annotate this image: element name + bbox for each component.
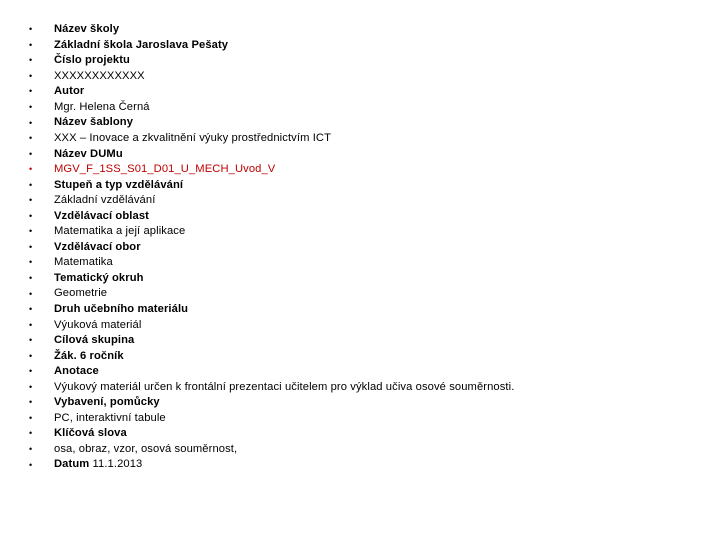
field-label: Název DUMu xyxy=(54,147,123,160)
list-item xyxy=(26,146,514,162)
bullet-icon: • xyxy=(29,86,33,97)
list-item xyxy=(26,395,514,411)
bullet-icon: • xyxy=(29,319,33,330)
bullet-icon: • xyxy=(29,102,33,112)
list-item xyxy=(26,22,514,38)
field-label: Název školy xyxy=(54,23,120,36)
field-label: Anotace xyxy=(54,365,99,378)
list-item xyxy=(26,131,514,147)
list-item xyxy=(26,115,514,131)
field-label: Cílová skupina xyxy=(54,334,135,347)
list-item xyxy=(26,53,514,69)
field-value: XXXXXXXXXXXX xyxy=(54,69,145,82)
list-item xyxy=(26,100,514,116)
bullet-icon: • xyxy=(29,350,33,361)
list-item xyxy=(26,380,514,396)
list-item xyxy=(26,333,514,349)
field-value: Matematika xyxy=(54,256,113,269)
field-label: Tematický okruh xyxy=(54,271,144,284)
date-line xyxy=(54,459,142,470)
list-item xyxy=(26,411,514,427)
field-label: Vzdělávací oblast xyxy=(54,209,149,222)
bullet-icon: • xyxy=(29,39,33,50)
field-value: osa, obraz, vzor, osová souměrnost, xyxy=(54,442,238,455)
list-item xyxy=(26,162,514,178)
bullet-icon: • xyxy=(29,148,33,159)
bullet-icon: • xyxy=(29,241,33,252)
date-value: 11.1.2013 xyxy=(92,458,143,471)
list-item xyxy=(26,69,514,85)
list-item xyxy=(26,209,514,225)
list-item xyxy=(26,302,514,318)
list-item xyxy=(26,224,514,240)
bullet-icon: • xyxy=(29,133,33,144)
field-value: Matematika a její aplikace xyxy=(54,225,186,238)
bullet-icon: • xyxy=(29,366,33,377)
list-item xyxy=(26,426,514,442)
bullet-icon: • xyxy=(29,444,33,455)
field-label: Číslo projektu xyxy=(54,54,130,67)
field-value: Výuková materiál xyxy=(54,318,142,331)
bullet-icon: • xyxy=(29,226,33,237)
bullet-icon: • xyxy=(29,273,33,284)
bullet-icon: • xyxy=(29,55,33,66)
field-value: Mgr. Helena Černá xyxy=(54,100,150,113)
list-item xyxy=(26,286,514,302)
bullet-icon: • xyxy=(29,412,33,423)
bullet-icon: • xyxy=(29,459,33,470)
bullet-icon: • xyxy=(29,179,33,190)
field-label: Název šablony xyxy=(54,116,134,129)
field-label: Základní škola Jaroslava Pešaty xyxy=(54,38,229,51)
bullet-icon: • xyxy=(29,210,33,221)
list-item xyxy=(26,271,514,287)
bullet-icon: • xyxy=(29,164,33,175)
field-label: Klíčová slova xyxy=(54,427,127,440)
field-value: Základní vzdělávání xyxy=(54,194,156,207)
bullet-icon: • xyxy=(29,428,33,439)
list-item xyxy=(26,348,514,364)
list-item xyxy=(26,240,514,256)
list-item xyxy=(26,457,514,473)
field-label: Vzdělávací obor xyxy=(54,240,141,253)
list-item xyxy=(26,317,514,333)
bullet-icon: • xyxy=(29,288,33,299)
field-value: MGV_F_1SS_S01_D01_U_MECH_Uvod_V xyxy=(54,163,276,176)
field-label: Vybavení, pomůcky xyxy=(54,396,160,409)
field-label: Autor xyxy=(54,85,85,98)
bullet-icon: • xyxy=(29,117,33,128)
bullet-icon: • xyxy=(29,381,33,392)
field-value: PC, interaktivní tabule xyxy=(54,411,166,424)
bullet-icon: • xyxy=(29,397,33,408)
list-item xyxy=(26,255,514,271)
bullet-icon: • xyxy=(29,304,33,315)
field-label: Žák. 6 ročník xyxy=(54,349,124,362)
list-item xyxy=(26,177,514,193)
list-item xyxy=(26,84,514,100)
field-label: Stupeň a typ vzdělávání xyxy=(54,178,184,191)
list-item xyxy=(26,38,514,54)
metadata-list xyxy=(26,22,514,473)
field-value: Geometrie xyxy=(54,287,108,300)
list-item xyxy=(26,442,514,458)
bullet-icon: • xyxy=(29,335,33,346)
date-label: Datum xyxy=(54,458,90,471)
field-label: Druh učebního materiálu xyxy=(54,303,189,316)
list-item xyxy=(26,364,514,380)
bullet-icon: • xyxy=(29,257,33,268)
bullet-icon: • xyxy=(29,24,33,35)
bullet-icon: • xyxy=(29,195,33,206)
field-value: XXX – Inovace a zkvalitnění výuky prostřednictvím ICT xyxy=(54,132,332,144)
bullet-icon: • xyxy=(29,70,33,81)
list-item xyxy=(26,193,514,209)
field-value: Výukový materiál určen k frontální prezentaci učitelem pro výklad učiva osové souměrnosti. xyxy=(54,380,515,393)
